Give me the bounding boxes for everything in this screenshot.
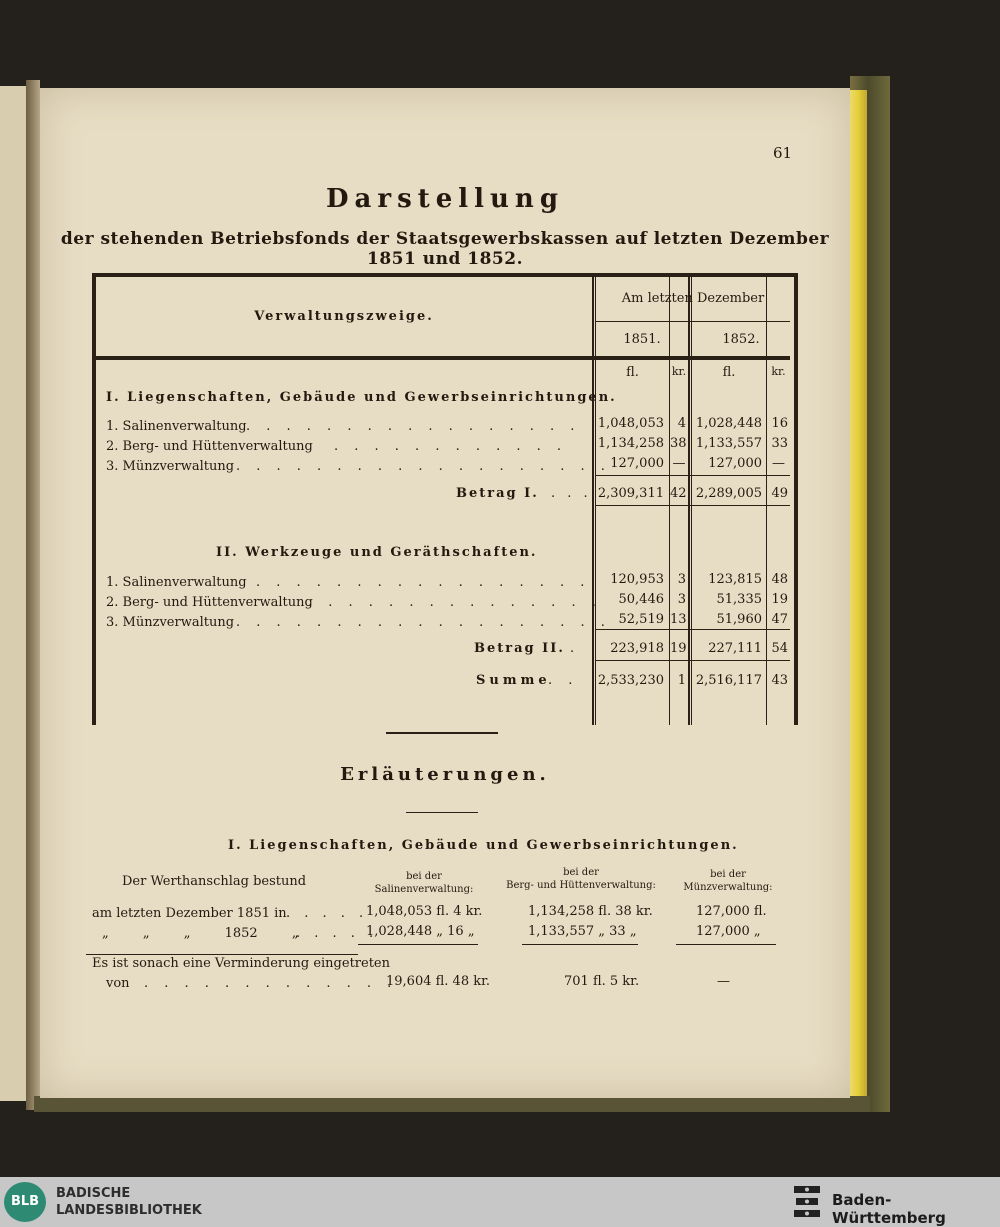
sum-label: Summe — [476, 673, 551, 688]
table-cell: 227,111 — [708, 641, 762, 656]
lion-crest-icon — [792, 1183, 822, 1221]
table-cell: 33 — [771, 436, 788, 451]
table-cell: 48 — [771, 572, 788, 587]
explanations-row3-label: Es ist sonach eine Verminderung eingetreten — [92, 956, 390, 971]
explanations-title: Erläuterungen. — [340, 764, 550, 785]
explanations-cell: 1,134,258 fl. 38 kr. — [528, 904, 653, 919]
explanations-cell: 1,048,053 fl. 4 kr. — [366, 904, 483, 919]
fonds-table — [92, 273, 798, 725]
explanations-cell: 127,000 fl. — [696, 904, 767, 919]
explanations-cell: — — [717, 974, 730, 989]
header-date-group: Am letzten Dezember — [621, 291, 765, 306]
header-branch: Verwaltungszweige. — [254, 309, 434, 324]
left-page-edge — [0, 86, 27, 1101]
table-cell: 1,028,448 — [695, 416, 762, 431]
leader-dots: . . . . . . . . . . . . . . . . . — [256, 575, 591, 590]
explanations-cell: 1,133,557 „ 33 „ — [528, 924, 637, 939]
table-cell: 2,309,311 — [597, 486, 664, 501]
sum-line — [676, 944, 776, 945]
explanations-section-heading: I. Liegenschaften, Gebäude und Gewerbseinrichtungen. — [228, 838, 739, 853]
explanations-cell: 127,000 „ — [696, 924, 761, 939]
unit-kr-1851: kr. — [671, 365, 687, 378]
explanations-cell: 701 fl. 5 kr. — [564, 974, 640, 989]
table-cell: 120,953 — [610, 572, 664, 587]
table-row-label: 3. Münzverwaltung — [106, 459, 235, 474]
subtotal-1-label: Betrag I. — [456, 486, 539, 501]
table-cell: 1,134,258 — [597, 436, 664, 451]
table-cell: 4 — [677, 416, 686, 431]
table-cell: 127,000 — [610, 456, 664, 471]
unit-kr-1852: kr. — [771, 365, 786, 378]
page-title: Darstellung — [325, 184, 565, 214]
table-cell: 1,048,053 — [597, 416, 664, 431]
leader-dots: . . . . . . . . . . . . . . . — [308, 595, 602, 610]
book-page — [40, 88, 850, 1098]
leader-dots: . . — [548, 673, 579, 688]
table-cell: 223,918 — [610, 641, 664, 656]
col-header-berg: bei der Berg- und Hüttenverwaltung: — [506, 867, 656, 891]
explanations-row2-label: „ „ „ 1852 „ — [102, 926, 299, 941]
col-header-muenz: bei der Münzverwaltung: — [683, 869, 773, 893]
table-row-label: 2. Berg- und Hüttenverwaltung — [106, 595, 313, 610]
page-number: 61 — [773, 144, 793, 162]
explanations-lead: Der Werthanschlag bestund — [122, 874, 307, 889]
leader-dots: . . . . . . . . . . . . . — [144, 976, 398, 991]
header-year-1851: 1851. — [623, 332, 661, 347]
divider-rule — [86, 954, 358, 955]
table-cell: 52,519 — [618, 612, 664, 627]
table-cell: 38 — [670, 436, 687, 451]
blb-logo[interactable]: BLB — [4, 1182, 46, 1222]
table-cell: 2,289,005 — [695, 486, 762, 501]
page-subtitle: der stehenden Betriebsfonds der Staatsgewerbskassen auf letzten Dezember 1851 und 1852. — [60, 229, 830, 269]
leader-dots: . . . . . — [286, 906, 369, 921]
table-cell: 1,133,557 — [695, 436, 762, 451]
gutter-shadow — [26, 80, 40, 1110]
table-cell: 50,446 — [618, 592, 664, 607]
table-cell: 54 — [771, 641, 788, 656]
table-row-label: 2. Berg- und Hüttenverwaltung — [106, 439, 313, 454]
leader-dots: . — [570, 641, 575, 656]
table-cell: 47 — [771, 612, 788, 627]
unit-fl-1851: fl. — [626, 365, 639, 380]
leader-dots: . . . . . . . . . . . . — [334, 439, 568, 454]
bottom-cover — [34, 1096, 870, 1112]
unit-fl-1852: fl. — [722, 365, 736, 380]
explanations-row3-label-2: von — [106, 976, 130, 991]
table-cell: 16 — [771, 416, 788, 431]
table-cell: 3 — [677, 592, 686, 607]
table-cell: — — [672, 456, 686, 471]
header-year-1852: 1852. — [722, 332, 760, 347]
table-cell: 51,335 — [716, 592, 762, 607]
section-1-heading: I. Liegenschaften, Gebäude und Gewerbseinrichtungen. — [106, 390, 617, 405]
subtotal-2-label: Betrag II. — [474, 641, 565, 656]
sum-line — [522, 944, 638, 945]
table-cell: 123,815 — [708, 572, 762, 587]
table-row-label: 1. Salinenverwaltung — [106, 419, 247, 434]
table-cell: 19 — [771, 592, 788, 607]
table-cell: 19 — [670, 641, 687, 656]
table-row-label: 1. Salinenverwaltung — [106, 575, 247, 590]
table-row-label: 3. Münzverwaltung — [106, 615, 235, 630]
leader-dots: . . . . . . . . . . . . . . . . . . . — [236, 615, 611, 630]
divider-rule — [406, 812, 478, 813]
explanations-cell: 19,604 fl. 48 kr. — [386, 974, 491, 989]
table-cell: — — [772, 456, 785, 471]
explanations-cell: 1,028,448 „ 16 „ — [366, 924, 475, 939]
library-footer — [0, 1177, 1000, 1227]
table-cell: 42 — [670, 486, 687, 501]
blb-name[interactable]: BADISCHE LANDESBIBLIOTHEK — [56, 1186, 202, 1218]
sum-line — [358, 944, 478, 945]
leader-dots: . . . . . — [296, 926, 379, 941]
baden-wuerttemberg-label[interactable]: Baden-Württemberg — [832, 1191, 946, 1227]
table-cell: 127,000 — [708, 456, 762, 471]
leader-dots: . . . . . . . . . . . . . . . . . — [246, 419, 581, 434]
table-cell: 43 — [771, 673, 788, 688]
table-cell: 51,960 — [716, 612, 762, 627]
table-cell: 1 — [677, 673, 686, 688]
divider-rule — [386, 732, 498, 734]
table-cell: 49 — [771, 486, 788, 501]
leader-dots: . . . . . . . . . . . . . . . . . . . — [236, 459, 611, 474]
leader-dots: . . . — [551, 486, 592, 501]
col-header-saline: bei der Salinenverwaltung: — [374, 871, 474, 895]
section-2-heading: II. Werkzeuge und Geräthschaften. — [216, 545, 538, 560]
table-cell: 3 — [677, 572, 686, 587]
explanations-row1-label: am letzten Dezember 1851 in — [92, 906, 287, 921]
table-cell: 2,516,117 — [695, 673, 762, 688]
table-cell: 13 — [670, 612, 687, 627]
table-cell: 2,533,230 — [597, 673, 664, 688]
